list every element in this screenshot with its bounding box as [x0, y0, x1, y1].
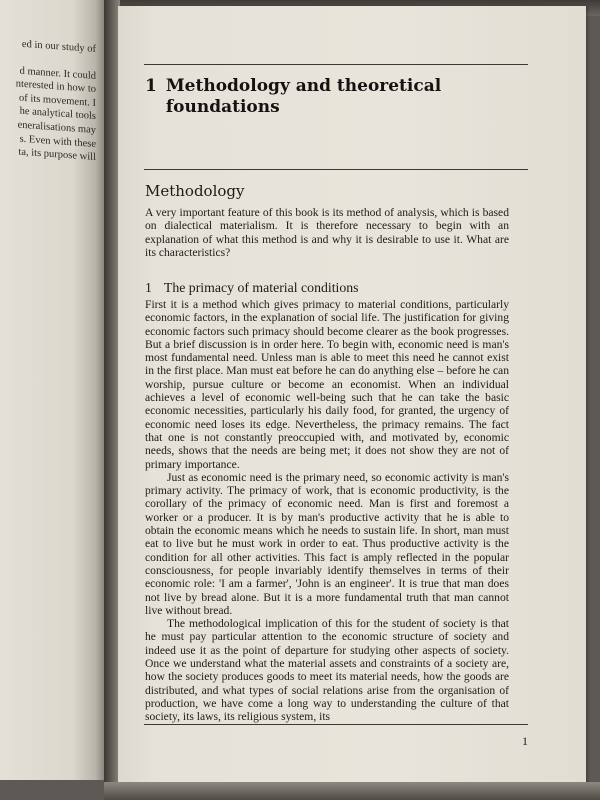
right-page	[118, 6, 586, 800]
section-rule	[144, 169, 528, 170]
paragraph: Just as economic need is the primary need, so economic activity is man's primary activity. The primacy of work, that is economic productivity, is the corollary of the primacy of economic need. Man is first and foremost a worker or a producer. It is by man's productive activity that he is able to obtain the economic means which he needs to sustain life. In short, man must eat to live but he must work in order to eat. Thus productive activity is the condition for all other activities. This fact is amply reflected in the popular consciousness, for people invariably identify themselves in terms of their economic role: 'I am a farmer', 'John is an engineer'. It is true that man does not live by bread alone. But it is a more fundamental truth that man cannot live without bread.	[145, 470, 509, 617]
bottom-rule	[144, 724, 528, 725]
left-line: ta, its purpose will	[18, 146, 96, 164]
table-edge	[104, 782, 600, 800]
left-line: d manner. It could	[19, 65, 96, 82]
left-page-text	[0, 29, 96, 165]
left-line: he analytical tools	[19, 106, 96, 123]
left-page	[0, 0, 104, 780]
subsection-title: The primacy of material conditions	[163, 280, 359, 295]
left-line: nterested in how to	[15, 78, 96, 96]
left-line: of its movement. I	[19, 92, 96, 109]
section-intro: A very important feature of this book is its method of analysis, which is based on dialectical materialism. It is therefore necessary to begin with an explanation of what this method is and why it is desirable to use it. What are its characteristics?	[145, 206, 509, 260]
subsection-number: 1	[145, 280, 152, 295]
left-line: ed in our study of	[21, 38, 96, 55]
section-title: Methodology	[145, 182, 245, 200]
chapter-heading	[145, 76, 515, 118]
top-rule	[144, 64, 528, 65]
page-number: 1	[522, 734, 528, 748]
chapter-number: 1	[145, 76, 157, 96]
subsection-heading	[145, 280, 359, 296]
paragraph: The methodological implication of this for the student of society is that he must pay particular attention to the economic structure of society and indeed use it as the point of departure for studying other aspects of society. Once we understand what the material assets and constraints of a society are, how the society produces goods to meet its material needs, how the goods are distributed, and what types of social relations arise from the organisation of production, we have come a long way to understanding the culture of that society, its laws, its religious system, its	[145, 617, 509, 724]
body-text	[145, 298, 509, 724]
chapter-title: Methodology and theoretical foundations	[165, 76, 442, 117]
left-line: s. Even with these	[19, 133, 96, 150]
paragraph: First it is a method which gives primacy to material conditions, particularly economic factors, in the explanation of social life. The justification for giving economic factors such primacy should become clearer as the book progresses. But a brief discussion is in order here. To begin with, economic need is man's most fundamental need. Unless man is able to meet this need he cannot exist in the first place. Man must eat before he can do anything else – before he can worship, pursue culture or become an economist. When an individual achieves a level of economic well-being such that he can take the basic economic necessities, particularly his daily food, for granted, the urgency of economic need loses its edge. Nevertheless, the primacy remains. The fact that one is not constantly preoccupied with, and motivated by, economic needs, shows that the needs are being met; it does not show they are not of primary importance.	[145, 298, 509, 471]
left-line: eneralisations may	[17, 119, 96, 136]
